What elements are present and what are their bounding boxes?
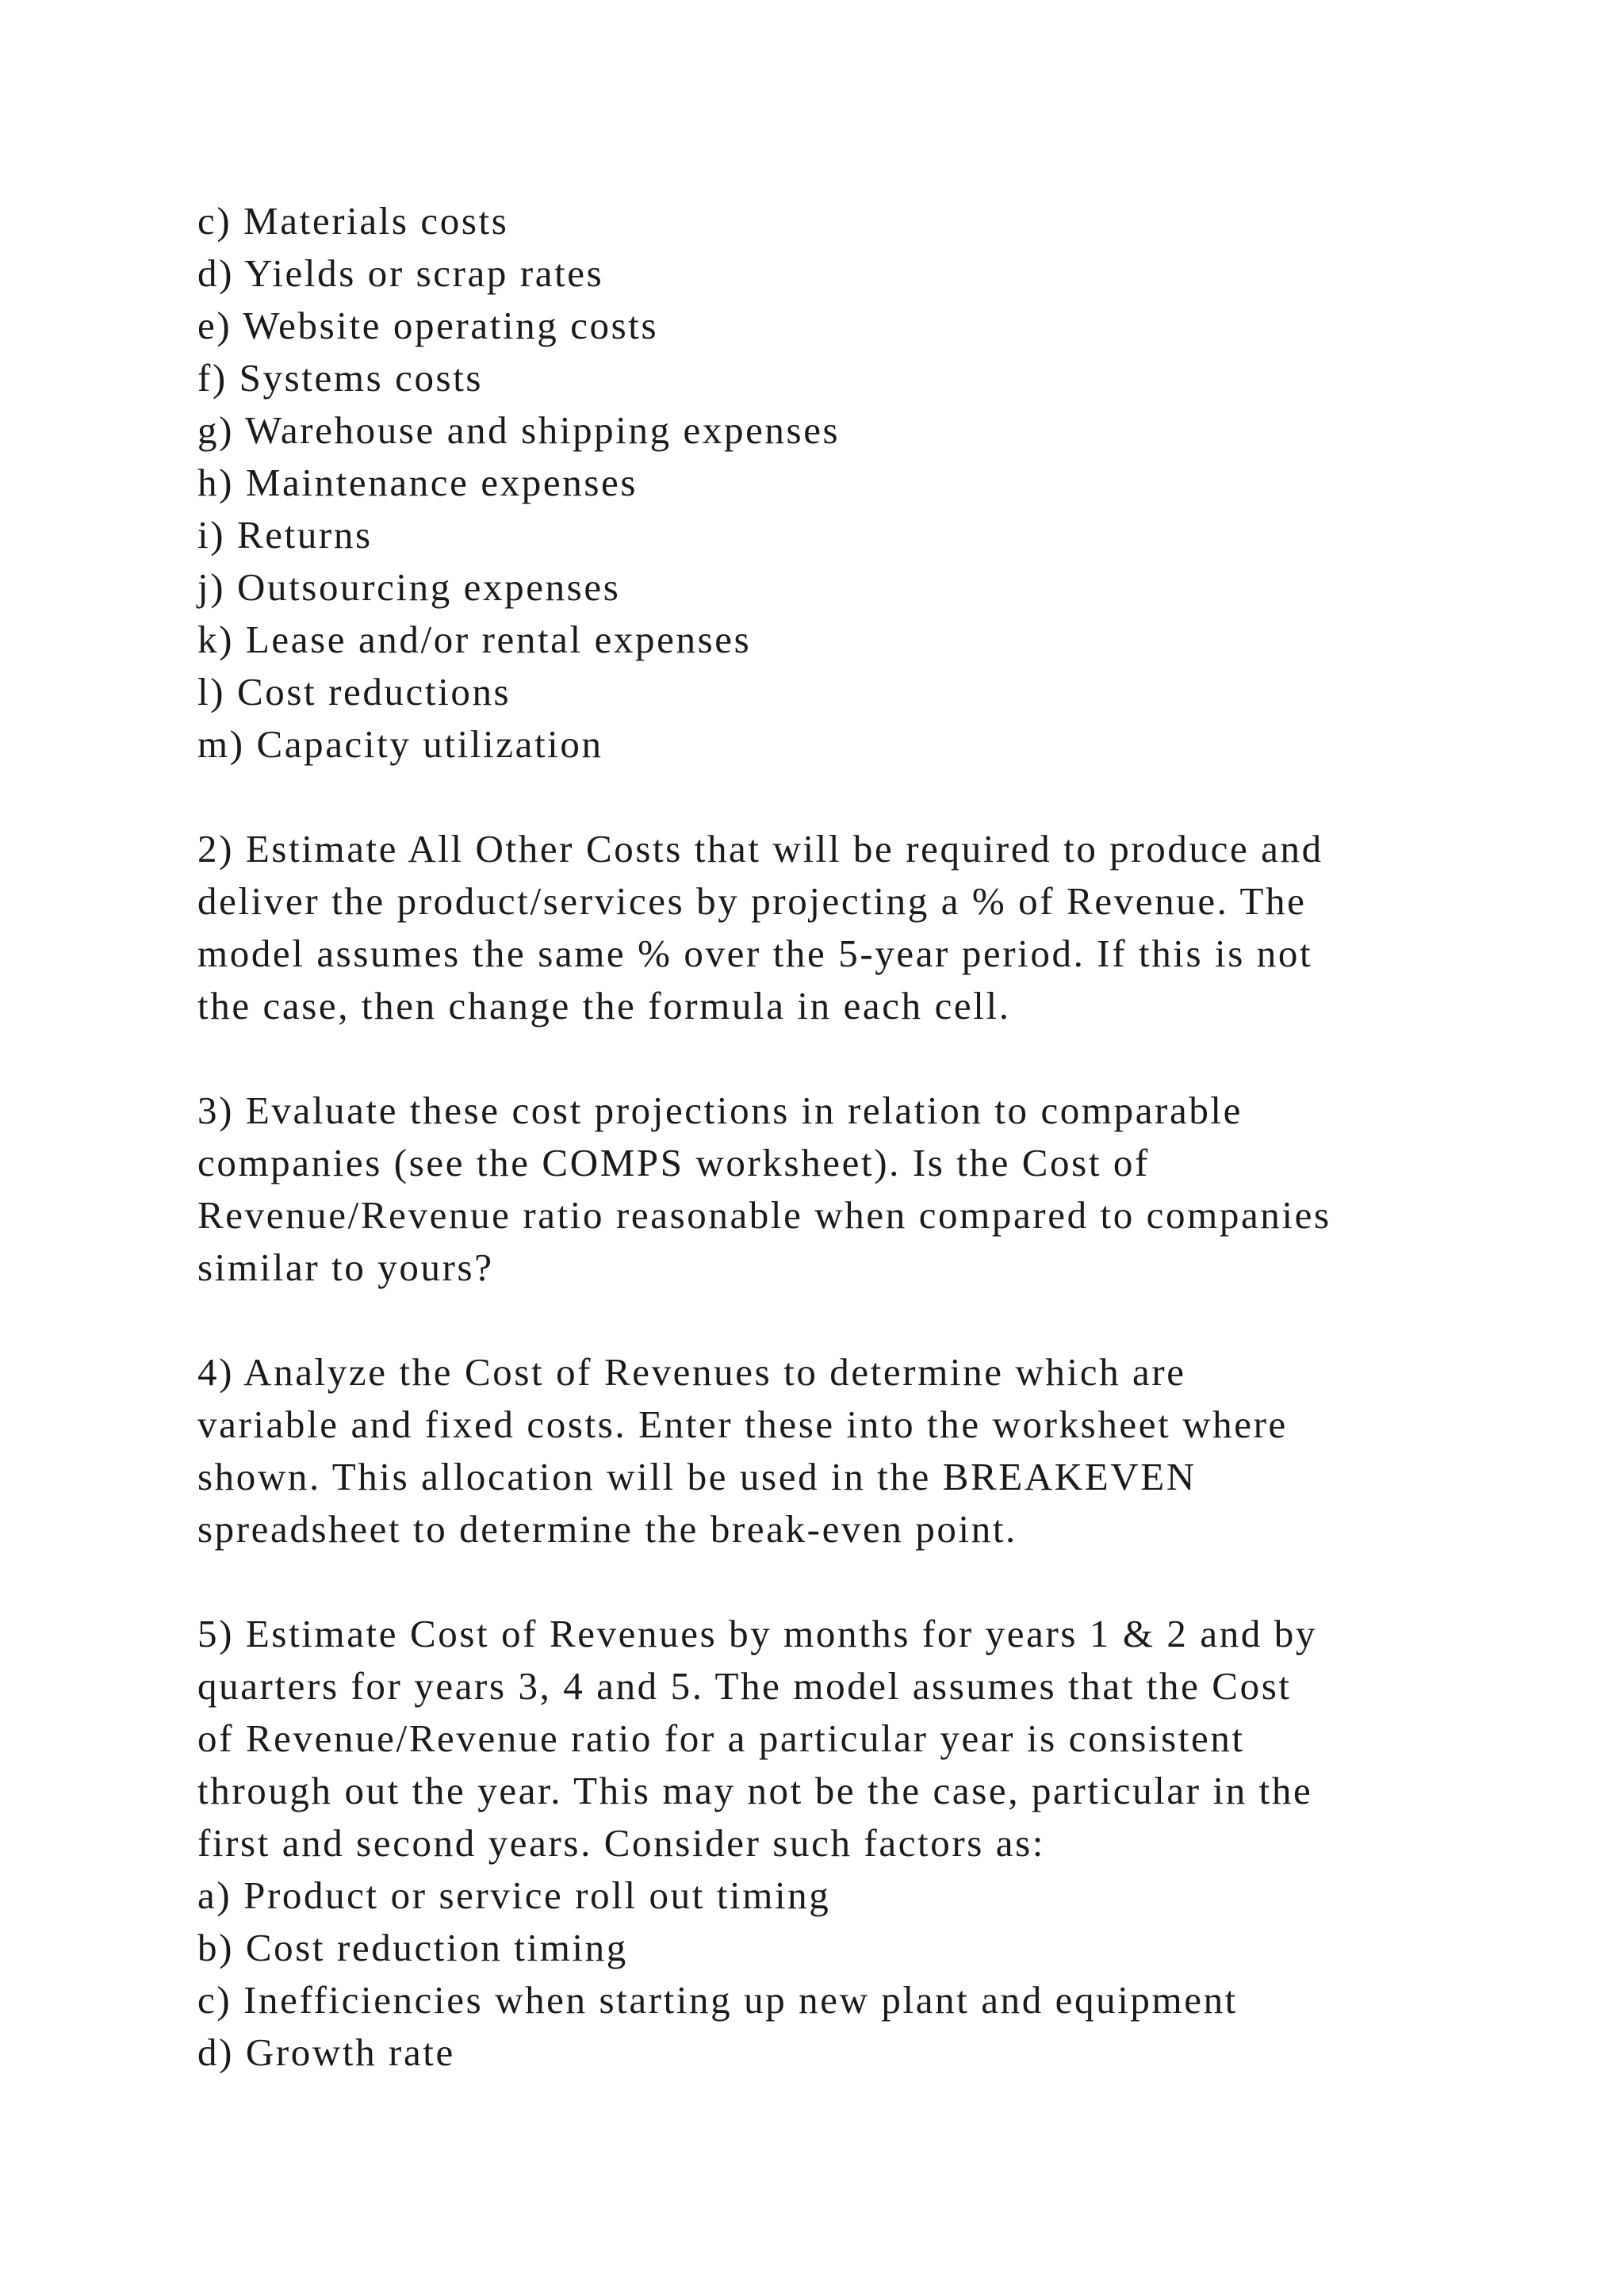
text-line: 5) Estimate Cost of Revenues by months for years 1 & 2 and by <box>197 1612 1317 1655</box>
text-line: of Revenue/Revenue ratio for a particular year is consistent <box>197 1716 1245 1760</box>
text-line: deliver the product/services by projecting a % of Revenue. The <box>197 879 1307 923</box>
text-line: model assumes the same % over the 5-year period. If this is not <box>197 932 1313 975</box>
list-item: d) Yields or scrap rates <box>197 251 604 295</box>
cost-factor-list <box>197 195 1482 771</box>
list-item: j) Outsourcing expenses <box>197 565 621 609</box>
text-line: 2) Estimate All Other Costs that will be required to produce and <box>197 827 1323 871</box>
step-3-paragraph <box>197 1085 1482 1294</box>
text-line: Revenue/Revenue ratio reasonable when compared to companies <box>197 1193 1331 1237</box>
list-item: m) Capacity utilization <box>197 722 603 766</box>
list-item: a) Product or service roll out timing <box>197 1873 831 1917</box>
text-line: quarters for years 3, 4 and 5. The model assumes that the Cost <box>197 1664 1292 1708</box>
list-item: c) Materials costs <box>197 199 509 243</box>
text-line: 3) Evaluate these cost projections in relation to comparable <box>197 1089 1243 1132</box>
list-item: b) Cost reduction timing <box>197 1926 628 1969</box>
paragraph-gap <box>197 1032 1482 1085</box>
step-4-paragraph <box>197 1346 1482 1556</box>
list-item: i) Returns <box>197 513 373 557</box>
text-line: first and second years. Consider such factors as: <box>197 1821 1046 1865</box>
text-line: similar to yours? <box>197 1246 494 1289</box>
step-5-paragraph <box>197 1608 1482 1869</box>
text-line: companies (see the COMPS worksheet). Is the Cost of <box>197 1141 1150 1184</box>
list-item: l) Cost reductions <box>197 670 511 714</box>
text-line: the case, then change the formula in each cell. <box>197 984 1011 1027</box>
list-item: g) Warehouse and shipping expenses <box>197 408 841 452</box>
paragraph-gap <box>197 1556 1482 1608</box>
list-item: h) Maintenance expenses <box>197 461 638 504</box>
paragraph-gap <box>197 771 1482 823</box>
document-body <box>197 195 1482 2079</box>
list-item: e) Website operating costs <box>197 304 659 347</box>
text-line: 4) Analyze the Cost of Revenues to determine which are <box>197 1350 1186 1394</box>
list-item: f) Systems costs <box>197 356 484 400</box>
list-item: d) Growth rate <box>197 2030 455 2074</box>
text-line: spreadsheet to determine the break-even point. <box>197 1507 1017 1551</box>
list-item: k) Lease and/or rental expenses <box>197 618 752 661</box>
text-line: shown. This allocation will be used in the BREAKEVEN <box>197 1455 1197 1498</box>
text-line: variable and fixed costs. Enter these into the worksheet where <box>197 1402 1288 1446</box>
step-5-factor-list <box>197 1869 1482 2079</box>
step-2-paragraph <box>197 823 1482 1032</box>
list-item: c) Inefficiencies when starting up new plant and equipment <box>197 1978 1238 2022</box>
text-line: through out the year. This may not be the case, particular in the <box>197 1769 1313 1812</box>
paragraph-gap <box>197 1294 1482 1346</box>
